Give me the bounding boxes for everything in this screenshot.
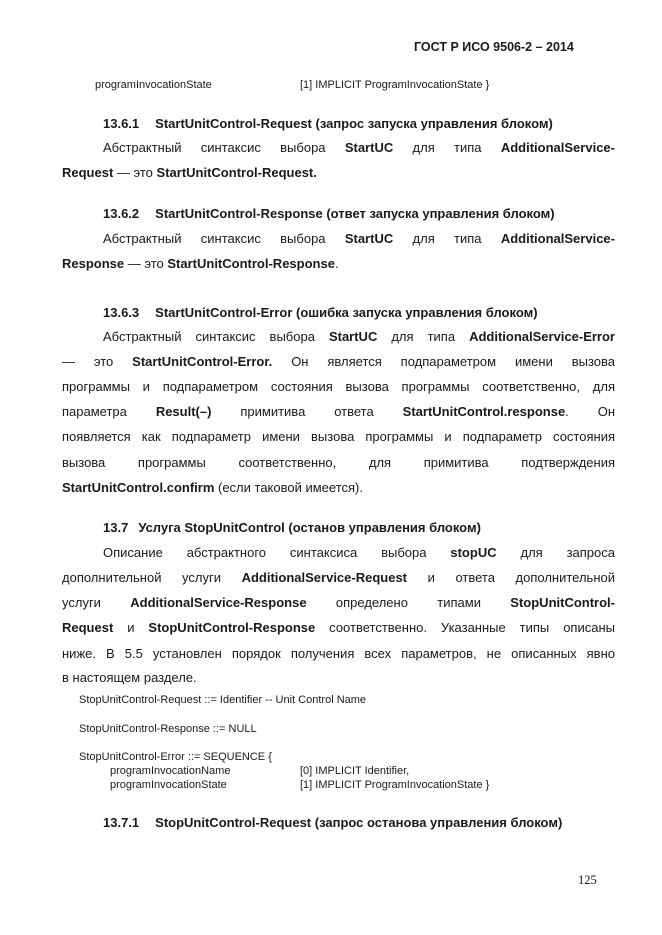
paragraph-line: дополнительной услуги AdditionalService-Request и ответа дополнительной [62, 570, 615, 585]
section-heading-13-6-3 [103, 305, 538, 320]
section-number: 13.6.2 [103, 206, 140, 221]
code-field-name: programInvocationName [110, 765, 231, 777]
section-number: 13.6.1 [103, 116, 140, 131]
paragraph-line: программы и подпараметром состояния вызова программы соответственно, для [62, 379, 615, 394]
section-heading-13-7 [103, 520, 481, 535]
section-number: 13.7.1 [103, 815, 140, 830]
standard-header: ГОСТ Р ИСО 9506-2 – 2014 [414, 40, 574, 54]
paragraph-line: вызова программы соответственно, для примитива подтверждения [62, 455, 615, 470]
code-line-request: StopUnitControl-Request ::= Identifier -- Unit Control Name [79, 694, 367, 706]
paragraph-line: появляется как подпараметр имени вызова программы и подпараметр состояния [62, 429, 615, 444]
paragraph-line: Request — это StartUnitControl-Request. [62, 165, 317, 180]
code-field-type: [1] IMPLICIT ProgramInvocationState } [300, 79, 490, 91]
code-line-response: StopUnitControl-Response ::= NULL [79, 723, 257, 735]
paragraph-line: Абстрактный синтаксис выбора StartUC для типа AdditionalService- [103, 140, 615, 155]
code-line-error: StopUnitControl-Error ::= SEQUENCE { [79, 751, 272, 763]
code-field-name: programInvocationState [95, 79, 212, 91]
paragraph-line: параметра Result(–) примитива ответа StartUnitControl.response. Он [62, 404, 615, 419]
paragraph-line: услуги AdditionalService-Response определено типами StopUnitControl- [62, 595, 615, 610]
section-title: StartUnitControl-Response (ответ запуска управления блоком) [155, 206, 555, 221]
code-field-type: [0] IMPLICIT Identifier, [300, 765, 410, 777]
paragraph-line: — это StartUnitControl-Error. Он является подпараметром имени вызова [62, 354, 616, 369]
paragraph-line: Request и StopUnitControl-Response соответственно. Указанные типы описаны [62, 620, 615, 635]
section-heading-13-6-2 [103, 206, 555, 221]
paragraph-line: StartUnitControl.confirm (если таковой имеется). [62, 480, 364, 495]
section-title: StartUnitControl-Request (запрос запуска управления блоком) [155, 116, 553, 131]
paragraph-line: Описание абстрактного синтаксиса выбора stopUC для запроса [103, 545, 615, 560]
paragraph-line: Абстрактный синтаксис выбора StartUC для типа AdditionalService- [103, 231, 615, 246]
section-number: 13.6.3 [103, 305, 140, 320]
paragraph-line: ниже. В 5.5 установлен порядок получения всех параметров, не описанных явно [62, 646, 615, 661]
page-number: 125 [578, 873, 597, 887]
section-heading-13-6-1 [103, 116, 553, 131]
paragraph-line: Response — это StartUnitControl-Response. [62, 256, 339, 271]
section-title: StopUnitControl-Request (запрос останова управления блоком) [155, 815, 563, 830]
code-field-type: [1] IMPLICIT ProgramInvocationState } [300, 779, 490, 791]
paragraph-line: в настоящем разделе. [62, 670, 197, 685]
section-title: Услуга StopUnitControl (останов управления блоком) [138, 520, 481, 535]
paragraph-line: Абстрактный синтаксис выбора StartUC для типа AdditionalService-Error [103, 329, 615, 344]
section-heading-13-7-1 [103, 815, 562, 830]
section-number: 13.7 [103, 520, 129, 535]
section-title: StartUnitControl-Error (ошибка запуска управления блоком) [155, 305, 538, 320]
code-field-name: programInvocationState [110, 779, 227, 791]
